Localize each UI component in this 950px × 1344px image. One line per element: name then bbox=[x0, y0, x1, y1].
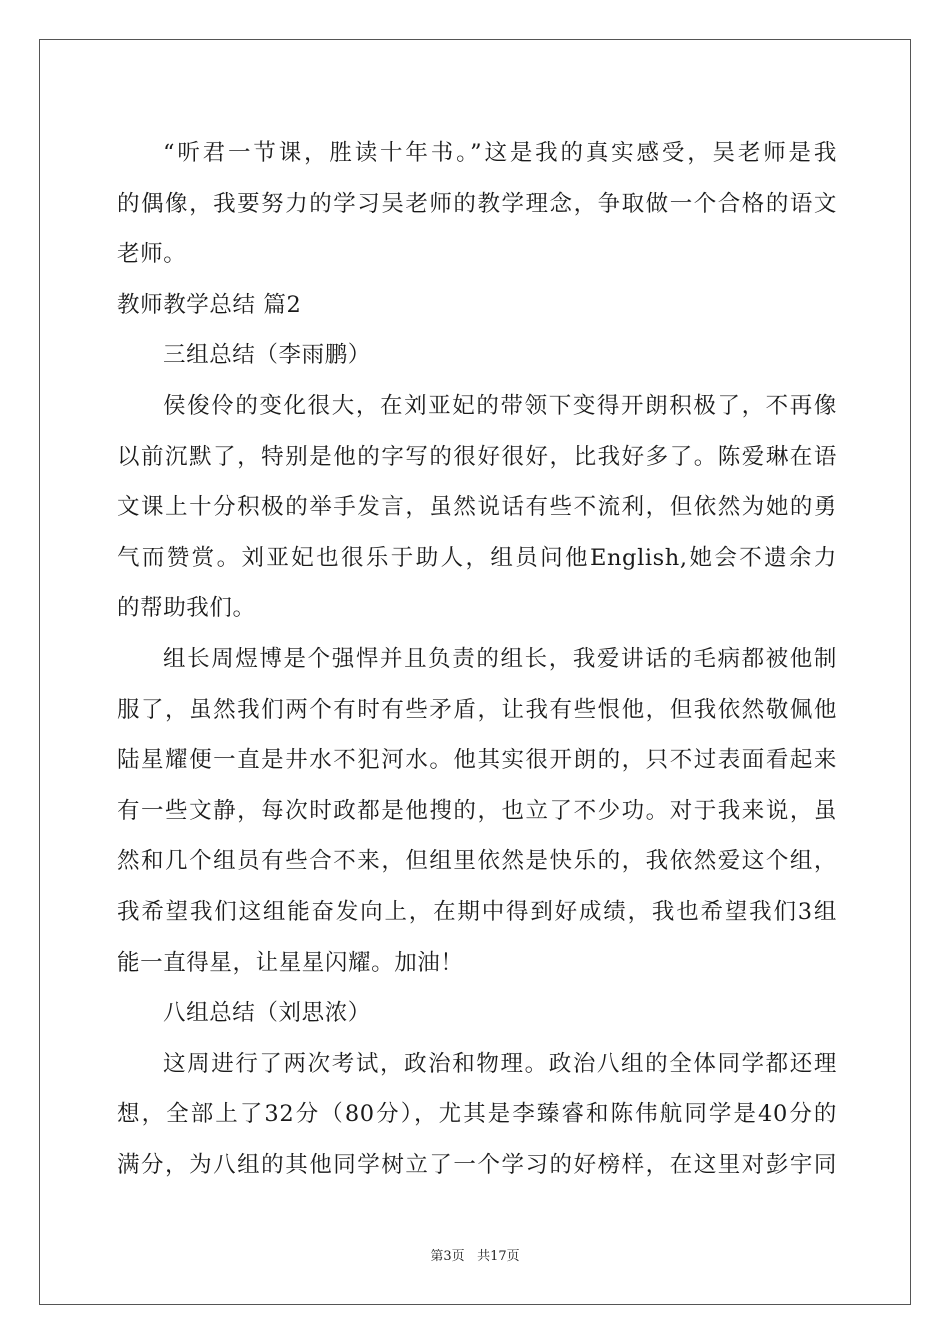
text-line: 然和几个组员有些合不来，但组里依然是快乐的，我依然爱这个组， bbox=[117, 848, 837, 875]
text-line: 满分，为八组的其他同学树立了一个学习的好榜样，在这里对彭宇同 bbox=[117, 1151, 837, 1178]
page-footer bbox=[0, 1248, 950, 1266]
text-line: 三组总结（李雨鹏） bbox=[163, 342, 371, 369]
document-body bbox=[117, 128, 837, 1190]
footer-gap bbox=[465, 1249, 477, 1264]
text-line: 老师。 bbox=[117, 241, 187, 268]
total-pages: 共17页 bbox=[477, 1249, 520, 1264]
text-line: 的偶像，我要努力的学习吴老师的教学理念，争取做一个合格的语文 bbox=[117, 190, 837, 217]
text-line: 的帮助我们。 bbox=[117, 595, 256, 622]
text-line: 气而赞赏。刘亚妃也很乐于助人，组员问他English,她会不遗余力 bbox=[117, 544, 837, 571]
text-line: 这周进行了两次考试，政治和物理。政治八组的全体同学都还理 bbox=[163, 1050, 837, 1077]
text-line: 能一直得星，让星星闪耀。加油！ bbox=[117, 949, 464, 976]
page-number: 第3页 bbox=[430, 1249, 465, 1264]
text-line: 侯俊伶的变化很大，在刘亚妃的带领下变得开朗积极了，不再像 bbox=[163, 392, 837, 419]
text-line: “听君一节课，胜读十年书。”这是我的真实感受，吴老师是我 bbox=[163, 140, 837, 166]
text-line: 有一些文静，每次时政都是他搜的，也立了不少功。对于我来说，虽 bbox=[117, 797, 837, 824]
text-line: 以前沉默了，特别是他的字写的很好很好，比我好多了。陈爱琳在语 bbox=[117, 443, 837, 470]
text-line: 组长周煜博是个强悍并且负责的组长，我爱讲话的毛病都被他制 bbox=[163, 645, 837, 672]
text-line: 文课上十分积极的举手发言，虽然说话有些不流利，但依然为她的勇 bbox=[117, 494, 837, 521]
text-line: 八组总结（刘思浓） bbox=[163, 1000, 371, 1027]
text-line: 我希望我们这组能奋发向上，在期中得到好成绩，我也希望我们3组 bbox=[117, 898, 837, 925]
text-line: 陆星耀便一直是井水不犯河水。他其实很开朗的，只不过表面看起来 bbox=[117, 747, 837, 774]
text-line: 教师教学总结 篇2 bbox=[117, 291, 302, 318]
text-line: 服了，虽然我们两个有时有些矛盾，让我有些恨他，但我依然敬佩他 bbox=[117, 696, 837, 723]
text-line: 想，全部上了32分（80分），尤其是李臻睿和陈伟航同学是40分的 bbox=[117, 1101, 837, 1128]
